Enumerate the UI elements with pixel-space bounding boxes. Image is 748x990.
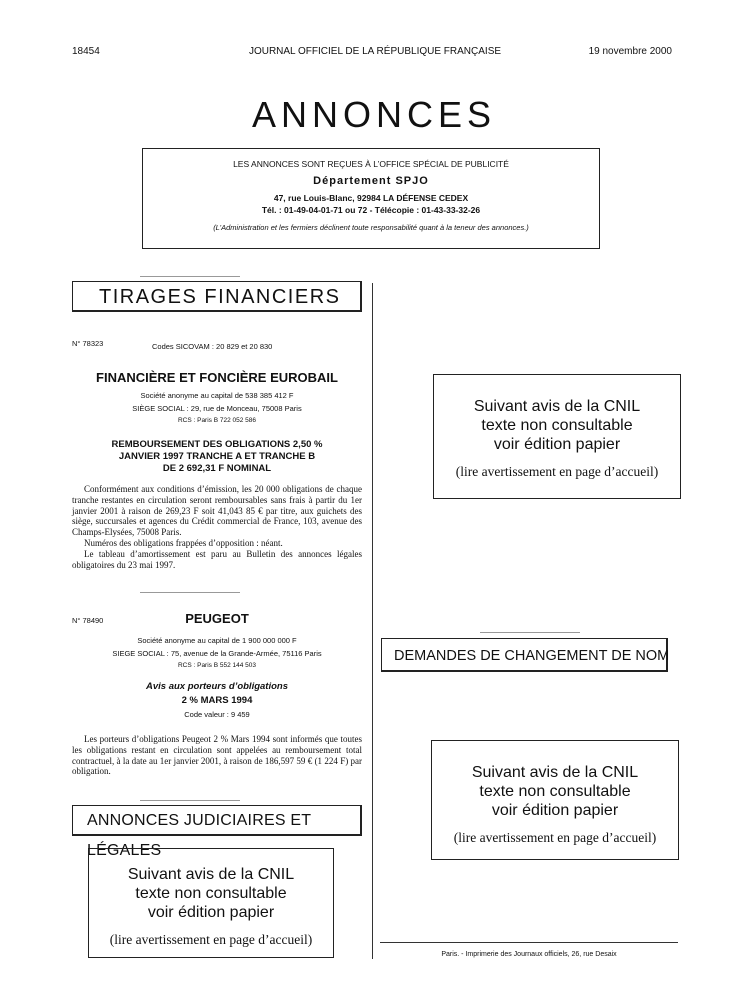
announcement-body [72, 484, 362, 570]
company-name: FINANCIÈRE ET FONCIÈRE EUROBAIL [96, 370, 338, 385]
bond-issue: 2 % MARS 1994 [181, 695, 253, 706]
notice-department: Département SPJO [313, 175, 429, 187]
cnil-notice-box [433, 374, 681, 499]
company-rcs: RCS : Paris B 722 052 586 [177, 417, 257, 424]
paragraph: Conformément aux conditions d’émission, les 20 000 obligations de chaque tranche restantes en circulation seront remboursables sans frais à partir du 1er janvier 2001 à raison de 269,23 F soit 41,043 85 € par titre, aux guichets des siège, succursales et agences du Crédit commercial de France, 103, avenue des Champs-Elysées, 75008 Paris. [72, 484, 362, 538]
paragraph: Le tableau d’amortissement est paru au Bulletin des annonces légales obligatoires du 23 mai 1997. [72, 548, 362, 570]
journal-title: JOURNAL OFFICIEL DE LA RÉPUBLIQUE FRANÇAISE [248, 46, 502, 57]
separator-line [480, 632, 580, 633]
section-tirages-financiers: TIRAGES FINANCIERS [72, 281, 362, 312]
cnil-line: voir édition papier [491, 802, 619, 819]
separator-line [140, 800, 240, 801]
paragraph: Les porteurs d’obligations Peugeot 2 % Mars 1994 sont informés que toutes les obligations restant en circulation sont appelées au remboursement total contractuel, à la date au 1er janvier 2001, à raison de 186,597 59 € (1 224 F) par obligation. [72, 734, 362, 777]
separator-line [140, 592, 240, 593]
notice-disclaimer: (L’Administration et les fermiers déclinent toute responsabilité quant à la teneur des annonces.) [213, 223, 529, 232]
subject-line: JANVIER 1997 TRANCHE A ET TRANCHE B [118, 451, 316, 462]
notice-phone: Tél. : 01-49-04-01-71 ou 72 - Télécopie : 01-43-33-32-26 [261, 205, 481, 215]
cnil-note: (lire avertissement en page d’accueil) [109, 932, 313, 947]
announcement-subject [72, 439, 362, 475]
code-valeur: Code valeur : 9 459 [184, 710, 250, 719]
separator-line [140, 276, 240, 277]
company-capital: Société anonyme au capital de 1 900 000 000 F [137, 636, 297, 645]
subject-line: DE 2 692,31 F NOMINAL [162, 463, 272, 474]
cnil-line: Suivant avis de la CNIL [127, 866, 295, 883]
cnil-line: Suivant avis de la CNIL [473, 398, 641, 415]
subject-line: REMBOURSEMENT DES OBLIGATIONS 2,50 % [111, 439, 323, 450]
cnil-notice-box [431, 740, 679, 860]
section-annonces-judiciaires: ANNONCES JUDICIAIRES ET LÉGALES [72, 805, 362, 836]
notice-address: 47, rue Louis-Blanc, 92984 LA DÉFENSE CEDEX [273, 193, 469, 203]
announcement-subject: Avis aux porteurs d’obligations [146, 681, 288, 692]
company-capital: Société anonyme au capital de 538 385 412 F [140, 391, 294, 400]
notice-box [142, 148, 600, 249]
printer-footer: Paris. - Imprimerie des Journaux officiels, 26, rue Desaix [441, 951, 617, 958]
cnil-line: texte non consultable [135, 885, 287, 902]
company-name: PEUGEOT [185, 611, 249, 626]
cnil-note: (lire avertissement en page d’accueil) [455, 464, 659, 479]
column-divider [372, 283, 373, 959]
company-siege: SIÈGE SOCIAL : 29, rue de Monceau, 75008 Paris [132, 404, 302, 413]
cnil-line: texte non consultable [481, 417, 633, 434]
footer-rule [380, 942, 678, 943]
paragraph: Numéros des obligations frappées d’opposition : néant. [84, 537, 283, 548]
announcement-number: N° 78490 [72, 616, 104, 625]
page-number: 18454 [72, 46, 100, 57]
company-rcs: RCS : Paris B 552 144 503 [177, 662, 257, 669]
company-siege: SIEGE SOCIAL : 75, avenue de la Grande-Armée, 75116 Paris [112, 649, 322, 658]
sicovam-codes: Codes SICOVAM : 20 829 et 20 830 [152, 342, 273, 351]
announcement-number: N° 78323 [72, 339, 104, 348]
cnil-note: (lire avertissement en page d’accueil) [453, 830, 657, 845]
cnil-line: voir édition papier [147, 904, 275, 921]
cnil-line: voir édition papier [493, 436, 621, 453]
notice-line: LES ANNONCES SONT REÇUES À L’OFFICE SPÉCIAL DE PUBLICITÉ [233, 159, 509, 169]
cnil-line: Suivant avis de la CNIL [471, 764, 639, 781]
announcement-body [72, 734, 362, 777]
publication-date: 19 novembre 2000 [588, 46, 672, 57]
section-demandes-changement-nom: DEMANDES DE CHANGEMENT DE NOM [381, 638, 668, 672]
cnil-line: texte non consultable [479, 783, 631, 800]
main-title: ANNONCES [251, 94, 497, 135]
cnil-notice-box [88, 848, 334, 958]
